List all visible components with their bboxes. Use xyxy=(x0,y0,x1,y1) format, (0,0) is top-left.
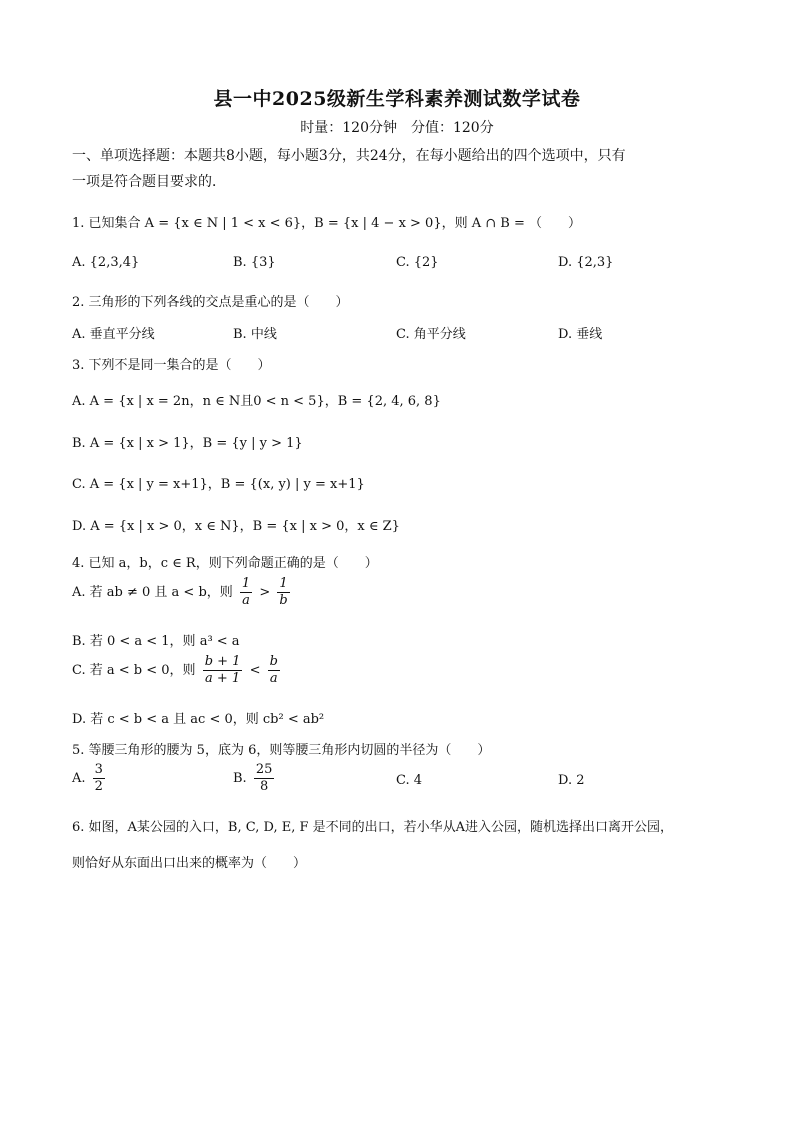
q5-stem: 5. 等腰三角形的腰为 5，底为 6，则等腰三角形内切圆的半径为（ ） xyxy=(72,743,491,758)
q4-option-a-fraction-2 xyxy=(277,576,289,609)
q5-option-d: D. 2 xyxy=(558,773,585,788)
q5-option-c: C. 4 xyxy=(396,773,423,788)
q5-option-b-label: B. xyxy=(233,771,247,786)
q2-option-c: C. 角平分线 xyxy=(396,327,466,342)
q4-a-f1-denominator: a xyxy=(242,593,250,608)
q3-option-c: C. A = {x | y = x+1}，B = {(x, y) | y = x+1} xyxy=(72,477,365,492)
q4-option-a-fraction-1 xyxy=(240,576,252,609)
q4-c-f2-denominator: a xyxy=(269,671,278,686)
q4-stem: 4. 已知 a，b，c ∈ R，则下列命题正确的是（ ） xyxy=(72,556,378,571)
q4-option-d: D. 若 c < b < a 且 ac < 0，则 cb² < ab² xyxy=(72,712,325,727)
q6-stem-line2: 则恰好从东面出口出来的概率为（ ） xyxy=(72,856,307,871)
q5-b-numerator: 25 xyxy=(255,762,273,777)
q5-option-b-fraction xyxy=(254,762,275,795)
q3-option-b: B. A = {x | x > 1}，B = {y | y > 1} xyxy=(72,436,303,451)
section-heading-line1: 一、单项选择题：本题共8小题，每小题3分，共24分，在每小题给出的四个选项中，只有 xyxy=(72,148,626,164)
q4-c-f1-numerator: b + 1 xyxy=(204,654,241,669)
q5-option-a-label: A. xyxy=(72,771,86,786)
q2-stem: 2. 三角形的下列各线的交点是重心的是（ ） xyxy=(72,295,349,310)
q1-option-b: B. {3} xyxy=(233,255,276,270)
q4-option-a-text: A. 若 ab ≠ 0 且 a < b，则 xyxy=(72,585,233,600)
q4-option-c-fraction-1 xyxy=(203,654,243,687)
q1-option-d: D. {2,3} xyxy=(558,255,614,270)
q4-option-c-fraction-2 xyxy=(268,654,280,687)
q4-option-b: B. 若 0 < a < 1，则 a³ < a xyxy=(72,634,240,649)
q3-stem: 3. 下列不是同一集合的是（ ） xyxy=(72,358,271,373)
exam-info: 时量：120分钟 分值：120分 xyxy=(300,120,494,136)
q3-option-d: D. A = {x | x > 0，x ∈ N}，B = {x | x > 0，x ∈ Z} xyxy=(72,519,400,534)
q5-option-a-fraction xyxy=(93,762,105,795)
q2-option-a: A. 垂直平分线 xyxy=(72,327,155,342)
q3-option-a: A. A = {x | x = 2n，n ∈ N且0 < n < 5}，B = {2, 4, 6, 8} xyxy=(72,394,441,409)
q4-a-f1-numerator: 1 xyxy=(241,576,251,591)
q4-option-c-text: C. 若 a < b < 0，则 xyxy=(72,663,196,678)
q4-option-a xyxy=(72,576,293,609)
q2-option-d: D. 垂线 xyxy=(558,327,603,342)
q4-a-f2-denominator: b xyxy=(279,593,288,608)
q5-b-denominator: 8 xyxy=(259,779,269,794)
q1-option-c: C. {2} xyxy=(396,255,439,270)
q4-option-c-operator: < xyxy=(249,663,261,678)
q4-option-c xyxy=(72,654,283,687)
q1-stem: 1. 已知集合 A = {x ∈ N | 1 < x < 6}，B = {x | 4 − x > 0}，则 A ∩ B = （ ） xyxy=(72,216,581,231)
q4-c-f1-denominator: a + 1 xyxy=(204,671,241,686)
q4-a-f2-numerator: 1 xyxy=(277,576,289,593)
q5-option-a xyxy=(72,762,108,795)
page-title: 县一中2025级新生学科素养测试数学试卷 xyxy=(213,88,581,110)
q6-stem-line1: 6. 如图，A某公园的入口，B, C, D, E, F 是不同的出口，若小华从A进入公园，随机选择出口离开公园， xyxy=(72,820,674,835)
q1-option-a: A. {2,3,4} xyxy=(72,255,140,270)
q4-c-f2-numerator: b xyxy=(269,654,278,669)
q5-a-denominator: 2 xyxy=(94,779,103,794)
q2-option-b: B. 中线 xyxy=(233,327,277,342)
section-heading-line2: 一项是符合题目要求的． xyxy=(72,174,226,190)
q5-option-b xyxy=(233,762,277,795)
q4-option-a-operator: > xyxy=(259,585,271,600)
q5-a-numerator: 3 xyxy=(94,762,103,777)
section-heading xyxy=(72,143,732,195)
